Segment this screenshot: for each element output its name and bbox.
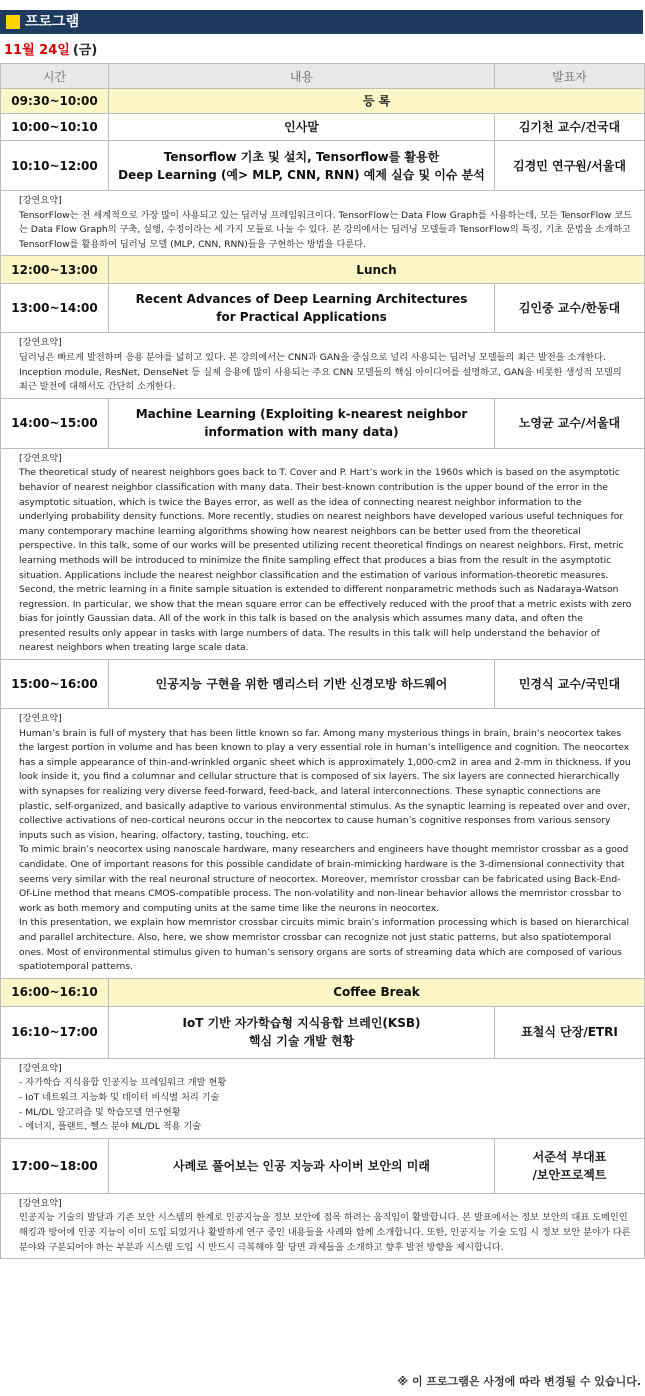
abstract-paragraph: TensorFlow는 전 세계적으로 가장 많이 사용되고 있는 딥러닝 프레임워크이다. TensorFlow는 Data Flow Graph를 사용하는데, 모든 TensorFlow 코드는 Data Flow Graph의 구축, 실행, 수정이라는 세 가지 모듈로 나눌 수 있다. 본 강의에서는 딥러닝 모델들과 TensorFlow의 특징, 기초 문법을 소개하고 TensorFlow를 활용하여 딥러닝 모델 (MLP, CNN, RNN)들을 구현하는 방법을 다룬다. [19, 209, 632, 250]
abstract-paragraph: Human’s brain is full of mystery that has been little known so far. Among many mysterious things in brain, brain’s neocortex takes the largest portion in volume and has been known to play a very essential role in human’s intelligence and cognition. The neocortex has a simple appearance of thin-and-wrinkled organic sheet which is approximately 1,000-cm2 in area and 2-mm in thickness. If you look inside it, you find a columnar and cellular structure that is composed of six layers. The six layers are connected hierarchically with synapses for realizing very diverse feed-forward, feed-back, and lateral interconnections. These synaptic connections are plastic, self-organized, and basically adaptive to various environmental stimulus. As the synaptic learning is repeated over and over, collective activations of neo-cortical neurons occur in the neocortex to cause human’s cognitive responses from various sensory inputs such as vision, hearing, olfactory, tasting, touching, etc. [19, 727, 631, 841]
table-header-row [1, 64, 645, 89]
speaker-cell [495, 1006, 645, 1058]
break-title: Lunch [109, 256, 645, 284]
abstract-row [1, 333, 645, 398]
speaker-cell [495, 1138, 645, 1193]
program-date [4, 43, 97, 59]
schedule-row-talk [1, 141, 645, 191]
schedule-row-talk [1, 1006, 645, 1058]
abstract-paragraph: To mimic brain’s neocortex using nanoscale hardware, many researchers and engineers have thought memristor crossbar as a good candidate. One of important reasons for this possible candidate of brain-mimicking hardware is the 3-dimensional connectivity that seems very similar with the real neuronal structure of neocortex. Moreover, memristor crossbar can be fabricated using Back-End-Of-Line method that means CMOS-compatible process. The non-volatility and non-linear behavior allows the memristor crossbar to work as both memory and computing units at the same time like the neurons in neocortex. [19, 844, 629, 914]
schedule-row-talk [1, 114, 645, 141]
talk-title-line: 인공지능 구현을 위한 멤리스터 기반 신경모방 하드웨어 [155, 677, 448, 692]
speaker-cell [495, 141, 645, 191]
talk-title [109, 398, 495, 448]
footer-note: ※ 이 프로그램은 사정에 따라 변경될 수 있습니다. [397, 1375, 641, 1388]
speaker-line: 노영균 교수/서울대 [518, 416, 621, 431]
schedule-row-talk [1, 284, 645, 333]
talk-title [109, 660, 495, 709]
time-cell: 13:00~14:00 [1, 284, 109, 333]
time-cell: 16:10~17:00 [1, 1006, 109, 1058]
time-cell: 17:00~18:00 [1, 1138, 109, 1193]
schedule-row-talk [1, 660, 645, 709]
abstract-text [1, 191, 645, 256]
talk-title [109, 114, 495, 141]
col-content-header: 내용 [109, 64, 495, 89]
time-cell: 12:00~13:00 [1, 256, 109, 284]
time-cell: 10:00~10:10 [1, 114, 109, 141]
abstract-label: [강연요약] [19, 1197, 62, 1209]
abstract-label: [강연요약] [19, 452, 62, 464]
speaker-line: /보안프로젝트 [532, 1167, 607, 1182]
abstract-text [1, 333, 645, 398]
schedule-row-break [1, 978, 645, 1006]
speaker-line: 민경식 교수/국민대 [518, 677, 621, 692]
speaker-line: 김기천 교수/건국대 [518, 120, 621, 134]
date-weekday: (금) [72, 43, 98, 58]
speaker-line: 김경민 연구원/서울대 [513, 158, 626, 173]
date-day: 11월 24일 [4, 43, 70, 58]
time-cell: 10:10~12:00 [1, 141, 109, 191]
speaker-cell [495, 398, 645, 448]
abstract-text [1, 1193, 645, 1258]
talk-title-line: 인사말 [284, 120, 319, 134]
time-cell: 16:00~16:10 [1, 978, 109, 1006]
talk-title-line: for Practical Applications [216, 310, 387, 325]
col-speaker-header: 발표자 [495, 64, 645, 89]
talk-title-line: Machine Learning (Exploiting k-nearest neighbor [135, 407, 468, 422]
abstract-paragraph: - 자가학습 지식융합 인공지능 프레임워크 개발 현황 [19, 1077, 227, 1089]
talk-title-line: 사례로 풀어보는 인공 지능과 사이버 보안의 미래 [173, 1158, 430, 1173]
speaker-cell [495, 114, 645, 141]
speaker-line: 표철식 단장/ETRI [521, 1025, 618, 1040]
time-cell: 15:00~16:00 [1, 660, 109, 709]
abstract-label: [강연요약] [19, 1062, 62, 1074]
talk-title-line: Tensorflow 기초 및 설치, Tensorflow를 활용한 [163, 149, 440, 164]
abstract-label: [강연요약] [19, 337, 62, 349]
abstract-paragraph: In this presentation, we explain how memristor crossbar circuits mimic brain’s information processing which is based on hierarchical and parallel architecture. Also, here, we show memristor crossbar can recognize not just static patterns, but also spatiotemporal ones. Most of environmental stimulus given to human’s sensory organs are sorts of streaming data which are composed of various spatiotemporal patterns. [19, 917, 630, 973]
speaker-cell [495, 660, 645, 709]
break-title: 등 록 [109, 89, 645, 114]
abstract-text [1, 709, 645, 979]
schedule-row-talk [1, 1138, 645, 1193]
break-title: Coffee Break [109, 978, 645, 1006]
col-time-header: 시간 [1, 64, 109, 89]
abstract-paragraph: 딥러닝은 빠르게 발전하며 응용 분야를 넓히고 있다. 본 강의에서는 CNN과 GAN을 중심으로 널리 사용되는 딥러닝 모델들의 최근 발전을 소개한다. Inception module, ResNet, DenseNet 등 실제 응용에 많이 사용되는 주요 CNN 모델들의 핵심 아이디어를 설명하고, GAN을 비롯한 생성적 모델의 최근 발전에 대해서도 간단히 소개한다. [19, 351, 622, 393]
section-header [0, 10, 643, 34]
speaker-line: 김인중 교수/한동대 [518, 301, 621, 316]
schedule-row-talk [1, 398, 645, 448]
abstract-row [1, 1058, 645, 1138]
schedule-row-break [1, 256, 645, 284]
abstract-paragraph: - IoT 네트워크 지능화 및 데이터 비식별 처리 기술 [19, 1091, 220, 1103]
speaker-cell [495, 284, 645, 333]
talk-title [109, 1138, 495, 1193]
abstract-row [1, 448, 645, 659]
time-cell: 09:30~10:00 [1, 89, 109, 114]
program-table [0, 63, 645, 1259]
talk-title-line: 핵심 기술 개발 현황 [248, 1034, 355, 1049]
talk-title [109, 141, 495, 191]
schedule-row-break [1, 89, 645, 114]
abstract-row [1, 191, 645, 256]
abstract-paragraph: - ML/DL 알고리즘 및 학습모델 연구현황 [19, 1106, 181, 1118]
time-cell: 14:00~15:00 [1, 398, 109, 448]
abstract-row [1, 709, 645, 979]
abstract-label: [강연요약] [19, 713, 62, 725]
abstract-text [1, 448, 645, 659]
talk-title [109, 1006, 495, 1058]
talk-title [109, 284, 495, 333]
talk-title-line: IoT 기반 자가학습형 지식융합 브레인(KSB) [182, 1016, 421, 1031]
abstract-label: [강연요약] [19, 195, 62, 206]
abstract-paragraph: 인공지능 기술의 발달과 기존 보안 시스템의 한계로 인공지능을 정보 보안에 접목 하려는 움직임이 활발합니다. 본 발표에서는 정보 보안의 대표 도메인인 해킹과 방어에 인공 지능이 이미 도입 되었거나 활발하게 연구 중인 내용들을 사례와 함께 소개합니다. 또한, 인공지능 기술 도입 시 정보 보안 분야가 다른 분야와 구분되어야 하는 부분과 시스템 도입 시 반드시 극복해야 할 당면 과제들을 소개하고 향후 발전 방향을 제시합니다. [19, 1212, 631, 1253]
talk-title-line: Deep Learning (예> MLP, CNN, RNN) 예제 실습 및 이슈 분석 [118, 167, 485, 182]
abstract-paragraph: The theoretical study of nearest neighbors goes back to T. Cover and P. Hart’s work in the 1960s which is based on the asymptotic behavior of nearest neighbor classification with many data. Their best-known contribution is the upper bound of the error in the asymptotic situation, which is twice the Bayes error, as well as the idea of connecting nearest neighbor information to the underlying probability density functions. More recently, studies on nearest neighbors have developed various useful techniques for many contemporary machine learning algorithms showing how nearest neighbors can be better used from the theoretical perspective. In this talk, some of our works will be presented utilizing recent theoretical findings on nearest neighbors. First, metric learning methods will be introduced to minimize the finite sampling effect that produces a bias from the result in the asymptotic situation. Applications include the nearest neighbor classification and the estimation of various information-theoretic measures. Second, the metric learning in a finite sample situation is extended to different nonparametric methods such as Nadaraya-Watson regression. In particular, we show that the mean square error can be effectively reduced with the proof that a metric exists with zero bias for jointly Gaussian data. All of the work in this talk is based on the analysis which assumes many data, and often the presented results only appear in tasks with large numbers of data. The results in this talk will help understand the behavior of nearest neighbors when treating large scale data. [19, 467, 632, 654]
abstract-row [1, 1193, 645, 1258]
abstract-paragraph: - 에너지, 플랜트, 헬스 분야 ML/DL 적용 기술 [19, 1121, 202, 1133]
talk-title-line: Recent Advances of Deep Learning Architectures [135, 292, 468, 307]
speaker-line: 서준석 부대표 [532, 1149, 607, 1164]
section-title: 프로그램 [25, 14, 80, 30]
yellow-square-icon [6, 15, 20, 29]
talk-title-line: information with many data) [204, 425, 399, 440]
abstract-text [1, 1058, 645, 1138]
